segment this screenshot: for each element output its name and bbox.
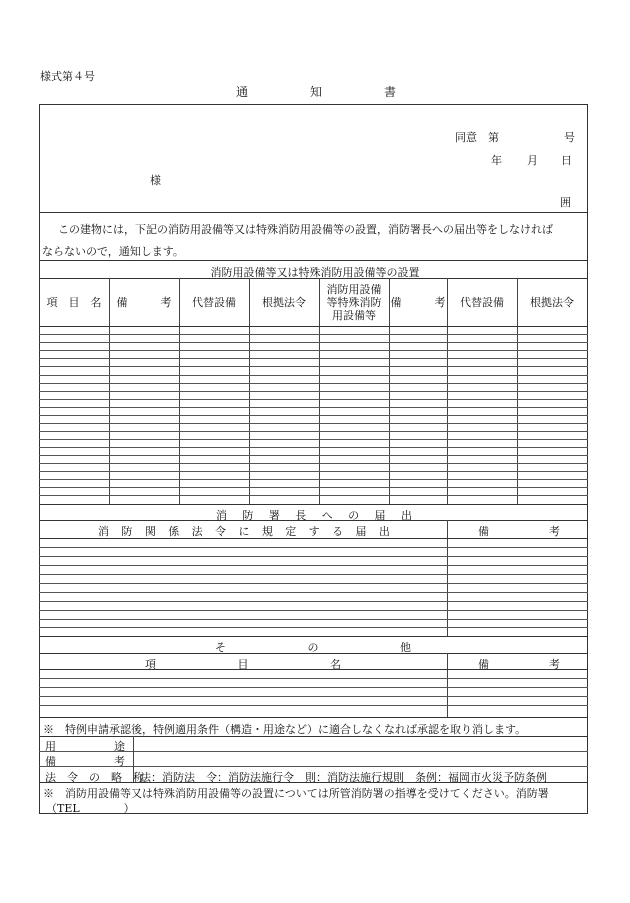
table-row-rule — [39, 431, 588, 432]
header-char: 定 — [285, 525, 297, 538]
table-row-rule — [39, 391, 588, 392]
header-char: る — [332, 525, 344, 538]
col-equipment-type-line: 消防用設備 — [326, 283, 382, 296]
title-char: 防 — [242, 509, 254, 522]
header-char: 法 — [191, 525, 203, 538]
header-char: 考 — [549, 658, 560, 671]
form-frame — [39, 104, 588, 814]
table-row-rule — [39, 399, 588, 400]
col-item-name: 項 目 名 — [46, 296, 102, 309]
consent-label: 同意 — [455, 131, 477, 144]
col-equipment-type-line: 用設備等 — [332, 309, 376, 322]
table-row-rule — [39, 471, 588, 472]
notice-line-2: ならないので，通知します。 — [42, 245, 184, 258]
table-row-rule — [39, 669, 588, 670]
seal-mark: 囲 — [560, 196, 571, 209]
header-char: 備 — [478, 658, 489, 671]
col-legal-basis: 根拠法令 — [262, 296, 306, 309]
table-row-rule — [39, 366, 588, 367]
col-remarks-2: 備 考 — [390, 296, 446, 309]
equipment-section-title: 消防用設備等又は特殊消防用設備等の設置 — [210, 266, 420, 279]
notification-remarks-header — [478, 523, 560, 539]
number-prefix: 第 — [488, 131, 499, 144]
label-char: 考 — [114, 755, 125, 768]
table-row-rule — [39, 358, 588, 359]
divider — [39, 751, 588, 752]
title-char: 署 — [268, 509, 280, 522]
table-row-rule — [39, 479, 588, 480]
divider — [39, 260, 588, 261]
divider — [39, 520, 588, 521]
header-char: 関 — [144, 525, 156, 538]
table-row-rule — [39, 375, 588, 376]
table-row-rule — [39, 592, 588, 593]
table-row-rule — [39, 627, 588, 628]
col-alternative-equipment: 代替設備 — [192, 296, 236, 309]
table-row-rule — [39, 583, 588, 584]
title-char: の — [348, 509, 360, 522]
header-char: 消 — [98, 525, 109, 538]
label-char: 途 — [114, 740, 125, 753]
number-suffix: 号 — [564, 131, 575, 144]
title-char: 通 — [236, 85, 249, 99]
day-label: 日 — [561, 154, 572, 167]
table-row-rule — [39, 350, 588, 351]
table-row-rule — [39, 574, 588, 575]
table-row-rule — [39, 565, 588, 566]
divider — [39, 717, 588, 718]
header-char: 届 — [355, 525, 367, 538]
title-char: へ — [321, 509, 333, 522]
table-row-rule — [39, 415, 588, 416]
table-row-rule — [39, 705, 588, 706]
divider — [39, 212, 588, 213]
table-row-rule — [39, 547, 588, 548]
header-char: 項 — [145, 658, 156, 671]
divider — [39, 653, 588, 654]
divider — [39, 782, 588, 783]
table-row-rule — [39, 463, 588, 464]
title-char: 知 — [309, 85, 322, 99]
table-row-rule — [39, 326, 588, 327]
title-char: の — [307, 641, 319, 654]
divider — [39, 504, 588, 505]
title-char: 消 — [216, 509, 227, 522]
guidance-note-line-1: ※ 消防用設備等又は特殊消防用設備等の設置については所管消防署の指導を受けてください。消防署 — [43, 787, 549, 800]
table-row-rule — [39, 423, 588, 424]
table-row-rule — [39, 696, 588, 697]
header-char: 防 — [121, 525, 133, 538]
col-equipment-type — [320, 283, 388, 322]
notice-line-1: この建物には，下記の消防用設備等又は特殊消防用設備等の設置，消防署長への届出等をしなければ — [58, 223, 553, 236]
table-row-rule — [39, 678, 588, 679]
document-title — [236, 83, 396, 100]
header-char: 備 — [478, 525, 489, 538]
column-rule — [133, 736, 134, 782]
column-rule — [447, 653, 448, 717]
table-row-rule — [39, 495, 588, 496]
table-row-rule — [39, 601, 588, 602]
header-char: 名 — [330, 658, 341, 671]
divider — [39, 736, 588, 737]
abbreviation-text: 法：消防法 令：消防法施行令 則：消防法施行規則 条例：福岡市火災予防条例 — [140, 771, 547, 784]
header-char: 考 — [549, 525, 560, 538]
label-char: 用 — [45, 740, 56, 753]
table-row-rule — [39, 455, 588, 456]
header-char: 規 — [261, 525, 273, 538]
table-row-rule — [39, 538, 588, 539]
table-row-rule — [39, 487, 588, 488]
table-row-rule — [39, 610, 588, 611]
col-remarks: 備 考 — [116, 296, 172, 309]
guidance-note-line-2: （TEL ） — [46, 802, 135, 815]
abbreviation-label: 法 令 の 略 称 — [45, 771, 144, 784]
col-equipment-type-line: 等特殊消防 — [326, 296, 382, 309]
header-char: 令 — [215, 525, 227, 538]
table-row-rule — [39, 342, 588, 343]
title-char: 届 — [374, 509, 386, 522]
table-row-rule — [39, 556, 588, 557]
title-char: 他 — [400, 641, 411, 654]
table-row-rule — [39, 687, 588, 688]
month-label: 月 — [527, 154, 538, 167]
notification-col-header — [98, 523, 390, 539]
label-char: 備 — [45, 755, 56, 768]
table-row-rule — [39, 407, 588, 408]
col-alternative-equipment-2: 代替設備 — [460, 296, 504, 309]
table-row-rule — [39, 619, 588, 620]
title-char: 出 — [400, 509, 412, 522]
title-char: そ — [215, 641, 226, 654]
header-char: 出 — [378, 525, 390, 538]
header-char: 係 — [168, 525, 180, 538]
table-row-rule — [39, 447, 588, 448]
form-id: 様式第４号 — [40, 70, 95, 83]
divider — [39, 636, 588, 637]
table-row-rule — [39, 439, 588, 440]
year-label: 年 — [491, 154, 502, 167]
title-char: 書 — [383, 85, 396, 99]
exception-note: ※ 特例申請承認後，特例適用条件（構造・用途など）に適合しなくなれば承認を取り消します。 — [43, 723, 527, 736]
title-char: 長 — [295, 509, 307, 522]
divider — [39, 766, 588, 767]
divider — [39, 278, 588, 279]
col-legal-basis-2: 根拠法令 — [530, 296, 574, 309]
header-char: 目 — [237, 658, 249, 671]
header-char: す — [308, 525, 320, 538]
table-row-rule — [39, 383, 588, 384]
table-row-rule — [39, 334, 588, 335]
header-char: に — [238, 525, 250, 538]
addressee-suffix: 様 — [150, 174, 161, 187]
